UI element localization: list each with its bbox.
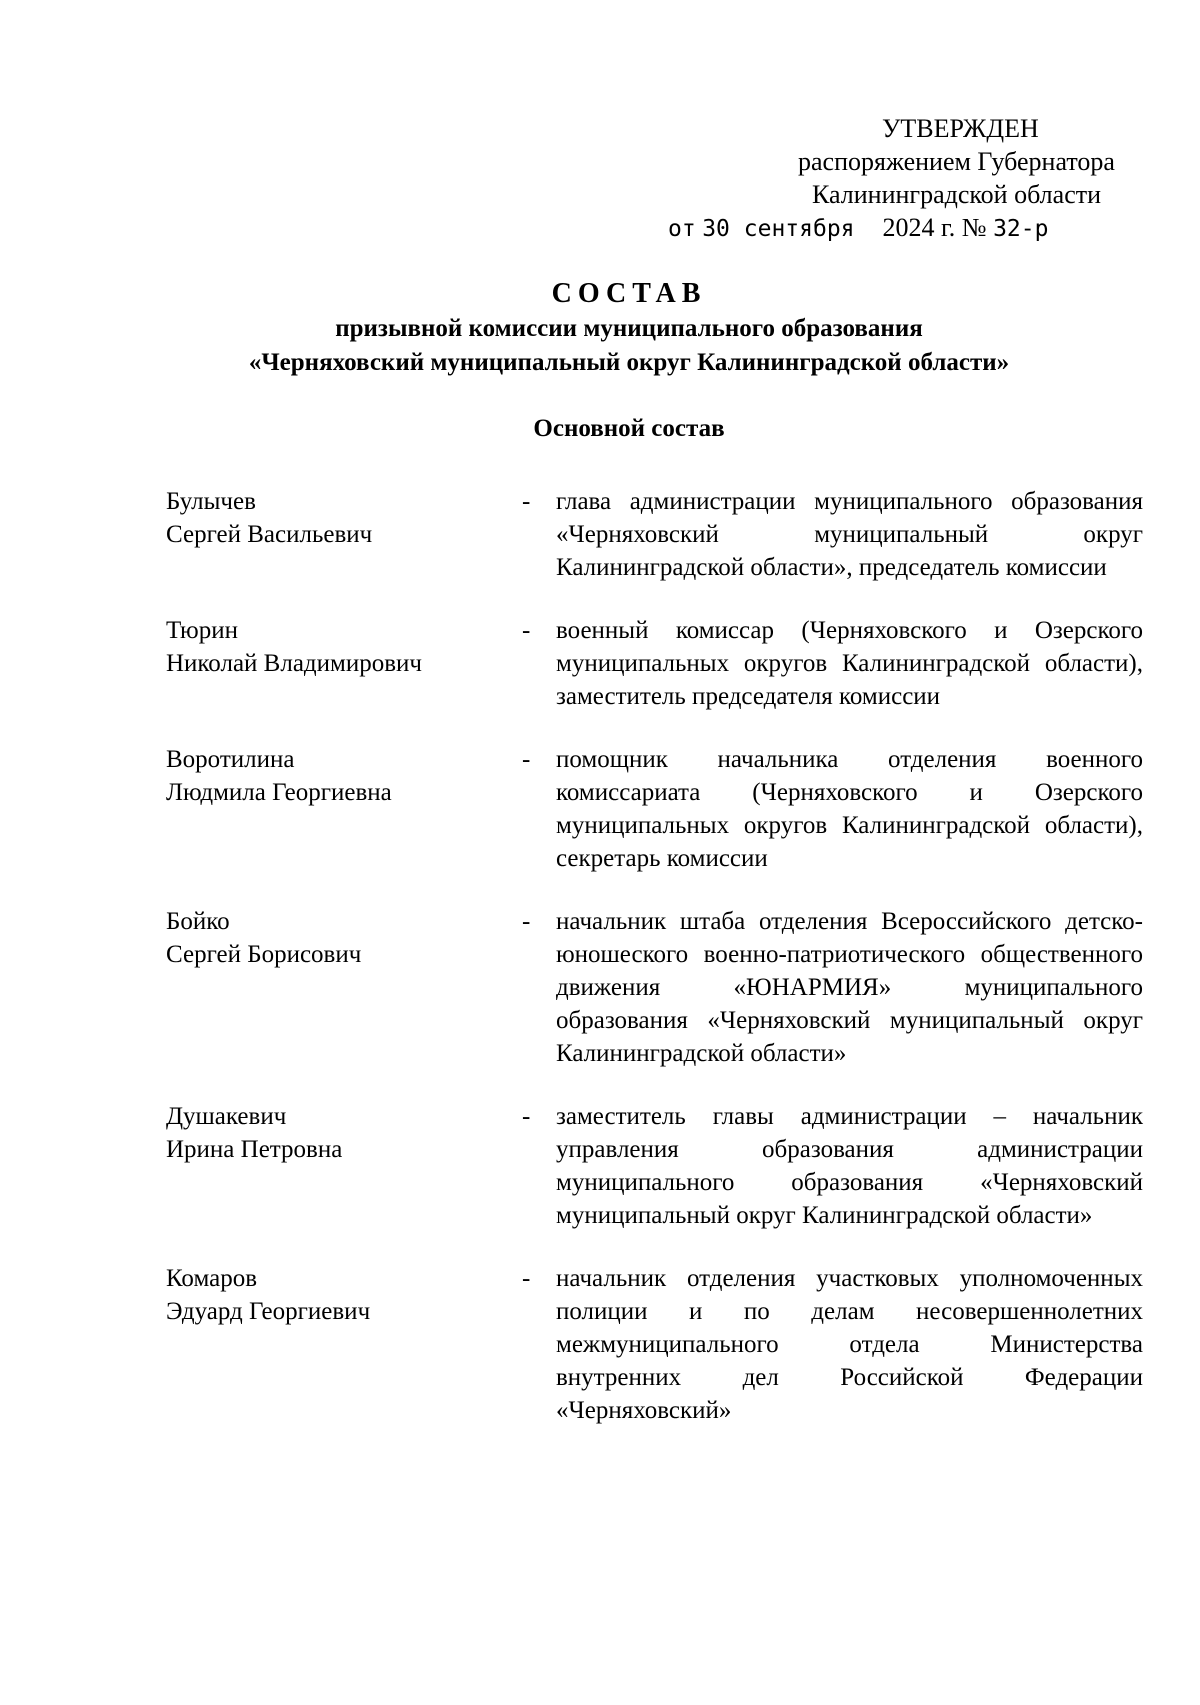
- member-surname: Комаров: [166, 1265, 258, 1292]
- approval-year: 2024 г. №: [882, 213, 987, 242]
- member-name: [166, 1262, 496, 1328]
- approval-number: 32-р: [993, 216, 1049, 242]
- member-name: [166, 614, 496, 680]
- separator-dash: -: [522, 488, 531, 515]
- separator-dash: -: [522, 746, 531, 773]
- member-row: [0, 1100, 1200, 1232]
- approval-stamp: [620, 112, 1140, 244]
- document-title: [0, 276, 1200, 380]
- member-surname: Душакевич: [166, 1103, 287, 1130]
- member-row: [0, 1262, 1200, 1427]
- member-surname: Тюрин: [166, 617, 238, 644]
- section-heading: Основной состав: [533, 415, 725, 442]
- member-surname: Булычев: [166, 488, 256, 515]
- title-main: СОСТАВ: [551, 278, 707, 309]
- approval-region: Калининградской области: [812, 180, 1102, 209]
- separator-dash: -: [522, 1265, 531, 1292]
- member-given-names: Сергей Васильевич: [166, 521, 373, 548]
- member-given-names: Николай Владимирович: [166, 650, 422, 677]
- member-name: [166, 1100, 496, 1166]
- member-name: [166, 485, 496, 551]
- member-name: [166, 743, 496, 809]
- member-role: заместитель главы администрации – начальник управления образования администрации муниципального образования «Черняховский муниципальный округ Калининградской области»: [556, 1103, 1143, 1229]
- member-role: начальник отделения участковых уполномоченных полиции и по делам несовершеннолетних межмуниципального отдела Министерства внутренних дел Российской Федерации «Черняховский»: [556, 1265, 1143, 1424]
- separator-dash: -: [522, 617, 531, 644]
- approval-date-line: [668, 211, 1188, 244]
- member-given-names: Ирина Петровна: [166, 1136, 343, 1163]
- member-row: [0, 905, 1200, 1070]
- separator-dash: -: [522, 1103, 531, 1130]
- member-given-names: Людмила Георгиевна: [166, 779, 392, 806]
- member-role: военный комиссар (Черняховского и Озерского муниципальных округов Калининградской области), заместитель председателя комиссии: [556, 617, 1143, 710]
- member-given-names: Эдуард Георгиевич: [166, 1298, 371, 1325]
- member-given-names: Сергей Борисович: [166, 941, 362, 968]
- approval-heading: УТВЕРЖДЕН: [882, 114, 1039, 143]
- title-subtitle-2: «Черняховский муниципальный округ Калининградской области»: [248, 349, 1010, 376]
- member-name: [166, 905, 496, 971]
- member-role: помощник начальника отделения военного комиссариата (Черняховского и Озерского муниципальных округов Калининградской области), секретарь комиссии: [556, 746, 1143, 872]
- title-subtitle-1: призывной комиссии муниципального образования: [335, 315, 923, 342]
- member-row: [0, 614, 1200, 713]
- member-list: [0, 485, 1200, 1457]
- member-surname: Бойко: [166, 908, 230, 935]
- approval-date: 30 сентября: [702, 216, 855, 242]
- member-row: [0, 485, 1200, 584]
- member-surname: Воротилина: [166, 746, 295, 773]
- approval-issuer: распоряжением Губернатора: [798, 147, 1115, 176]
- member-row: [0, 743, 1200, 875]
- member-role: начальник штаба отделения Всероссийского детско-юношеского военно-патриотического общественного движения «ЮНАРМИЯ» муниципального образования «Черняховский муниципальный округ Калининградской области»: [556, 908, 1143, 1067]
- member-role: глава администрации муниципального образования «Черняховский муниципальный округ Калининградской области», председатель комиссии: [556, 488, 1143, 581]
- approval-date-prefix: от: [668, 216, 696, 242]
- separator-dash: -: [522, 908, 531, 935]
